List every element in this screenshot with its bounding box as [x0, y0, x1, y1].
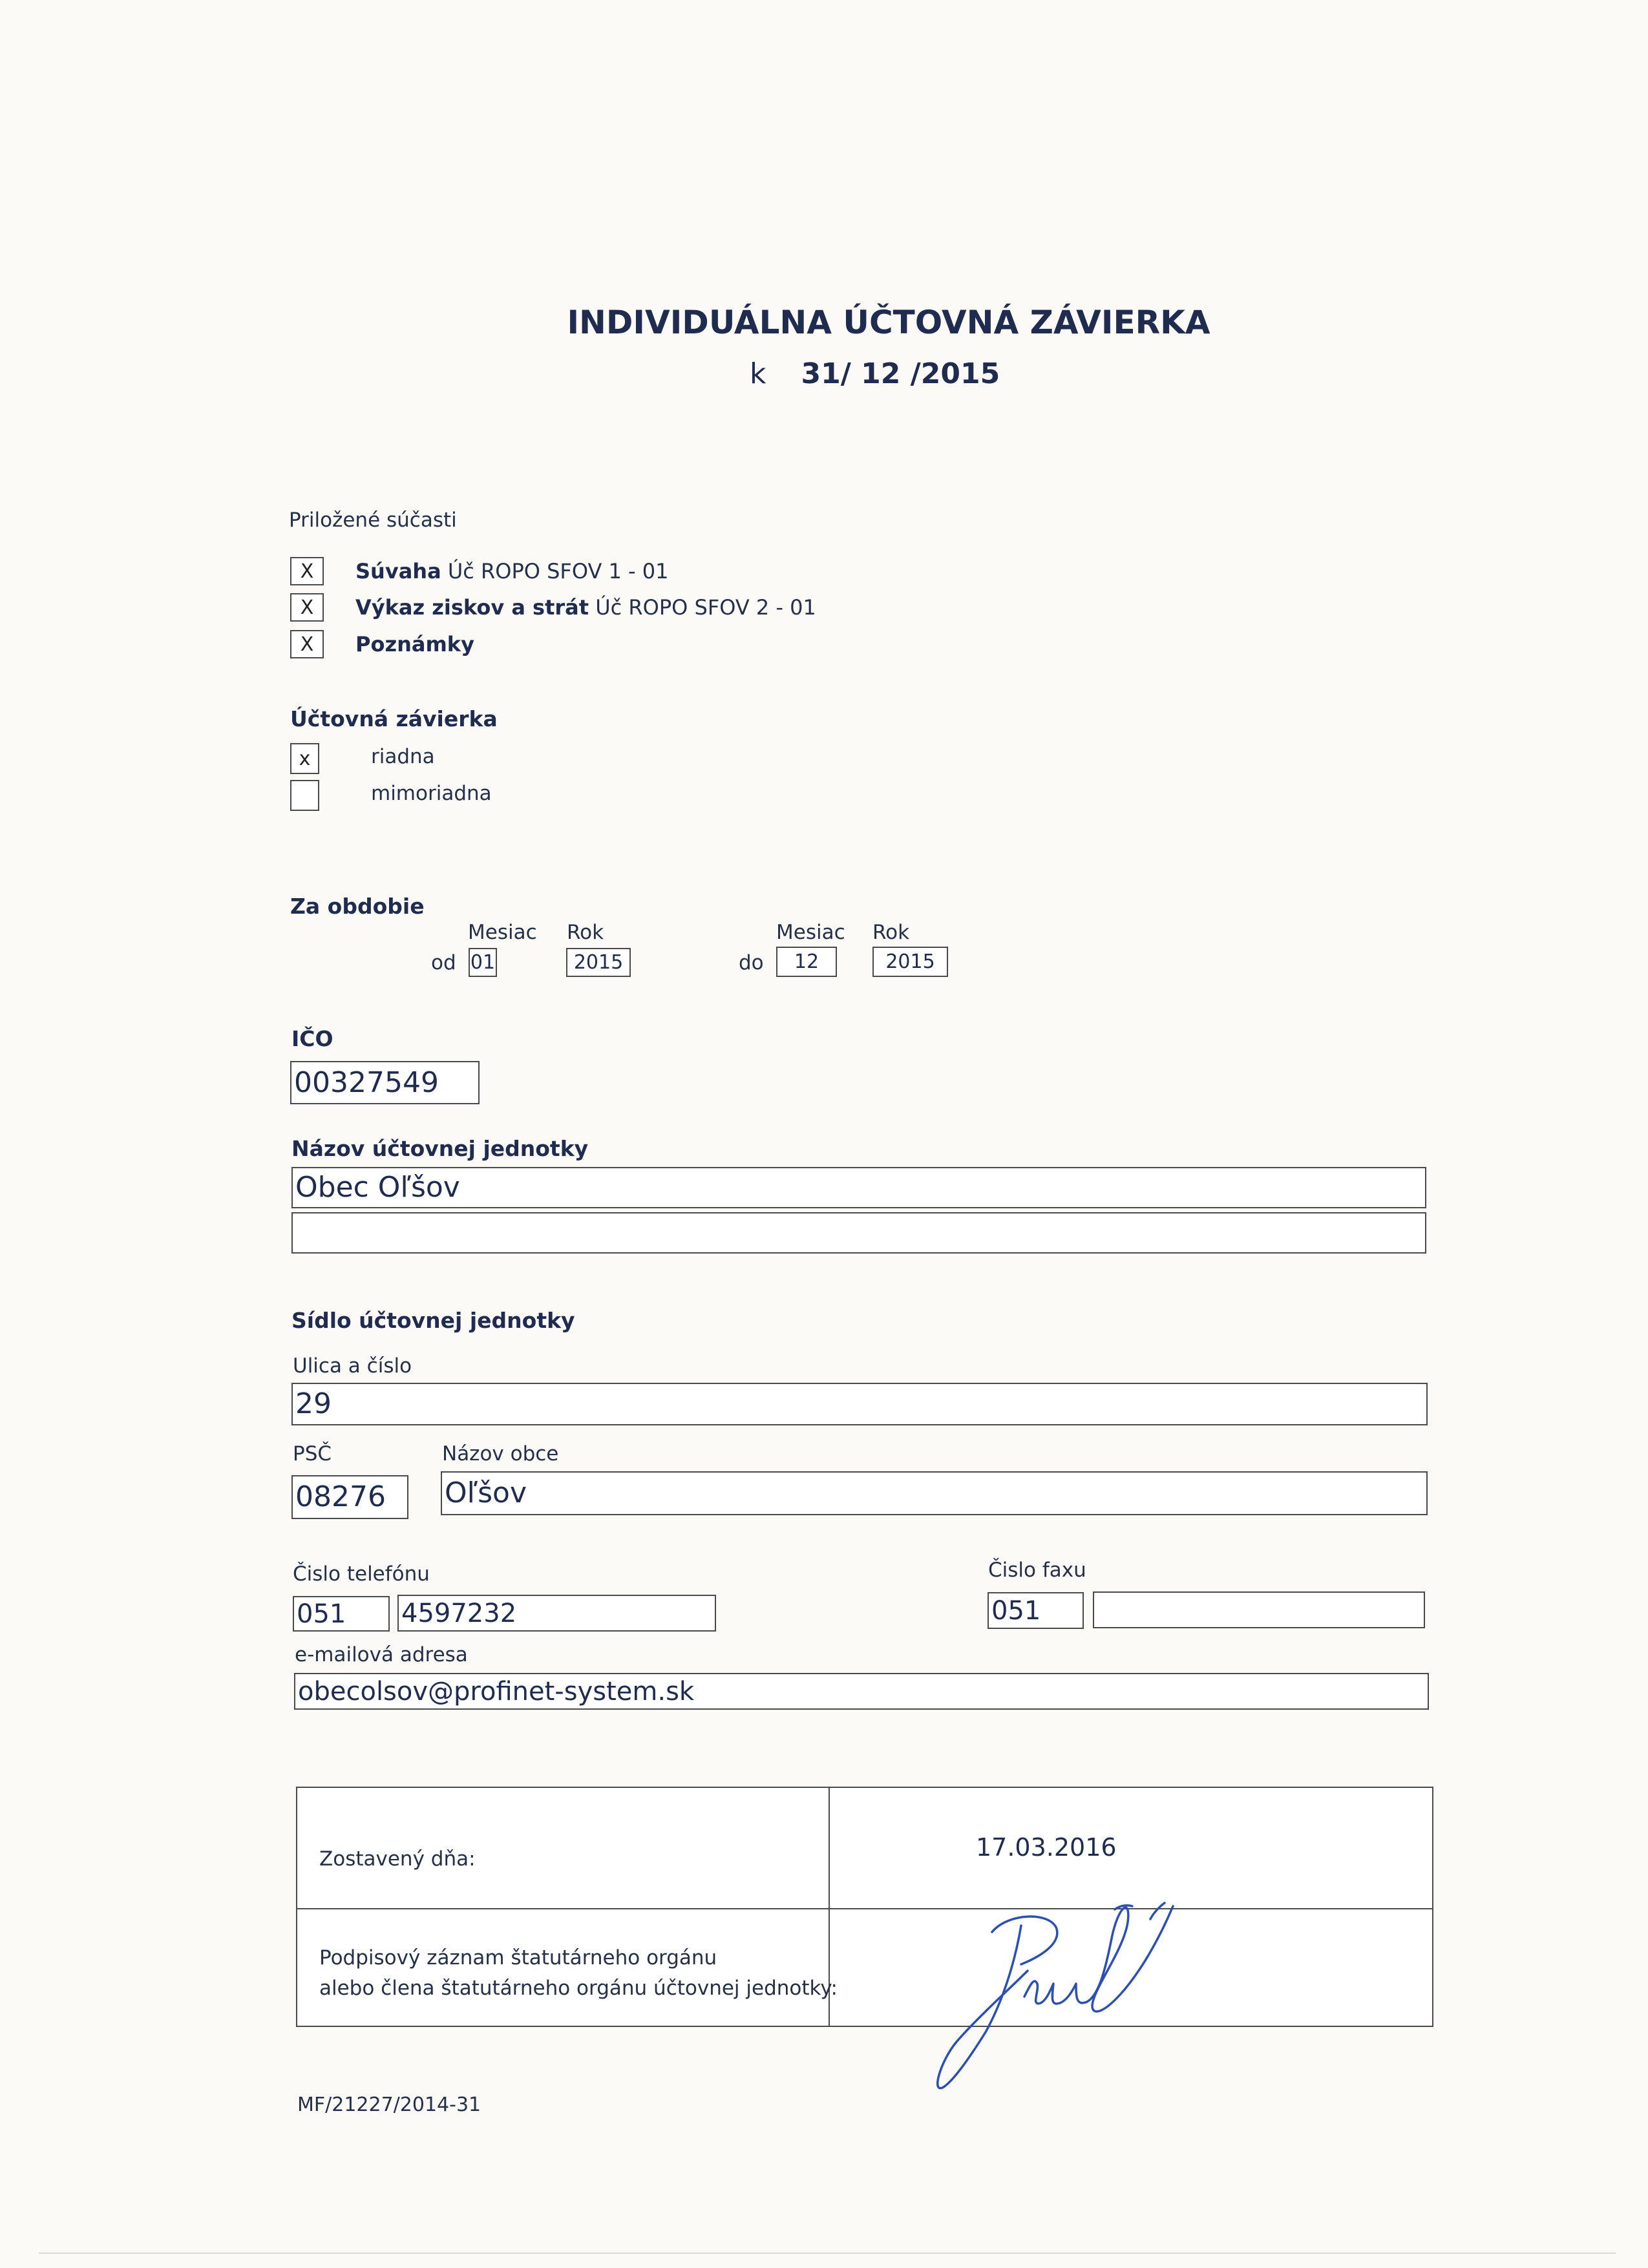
document-title: INDIVIDUÁLNA ÚČTOVNÁ ZÁVIERKA: [567, 304, 1210, 341]
seat-heading: Sídlo účtovnej jednotky: [291, 1308, 575, 1333]
closing-type-label-extraordinary: mimoriadna: [371, 782, 492, 805]
attachment-checkbox-vykaz[interactable]: X: [290, 593, 324, 622]
period-from-month-label: Mesiac: [468, 921, 537, 944]
unit-name-field-line2[interactable]: [291, 1212, 1426, 1254]
unit-name-field-line1[interactable]: Obec Oľšov: [291, 1167, 1426, 1208]
attachment-checkbox-suvaha[interactable]: X: [290, 557, 324, 585]
email-label: e-mailová adresa: [295, 1643, 468, 1666]
date-value: 31/ 12 /2015: [801, 357, 1000, 390]
ico-field[interactable]: 00327549: [290, 1061, 480, 1104]
fax-label: Čislo faxu: [988, 1559, 1086, 1582]
email-field[interactable]: obecolsov@profinet-system.sk: [294, 1673, 1429, 1710]
period-from-label: od: [431, 951, 456, 974]
attachment-item-vykaz: [355, 595, 816, 620]
period-to-month-label: Mesiac: [776, 921, 845, 944]
phone-number-field[interactable]: 4597232: [397, 1595, 716, 1632]
handwritten-signature: [918, 1893, 1189, 2113]
closing-type-heading: Účtovná závierka: [290, 706, 498, 731]
period-from-year-label: Rok: [567, 921, 604, 944]
city-label: Názov obce: [442, 1442, 559, 1465]
fax-number-field[interactable]: [1093, 1591, 1425, 1628]
period-from-year-field[interactable]: 2015: [566, 948, 631, 977]
attachment-item-bold: Výkaz ziskov a strát: [355, 595, 589, 620]
street-field[interactable]: 29: [291, 1383, 1428, 1425]
period-to-label: do: [739, 951, 764, 974]
period-to-year-field[interactable]: 2015: [872, 947, 948, 977]
closing-date: [750, 357, 1000, 390]
compiled-date-label: Zostavený dňa:: [319, 1847, 476, 1871]
phone-label: Čislo telefónu: [293, 1562, 430, 1586]
signature-table-divider-horizontal: [297, 1908, 1432, 1909]
period-to-year-label: Rok: [872, 921, 910, 944]
psc-field[interactable]: 08276: [291, 1475, 408, 1519]
psc-label: PSČ: [293, 1442, 332, 1465]
closing-type-checkbox-regular[interactable]: x: [290, 743, 319, 774]
period-from-month-field[interactable]: 01: [469, 948, 497, 977]
street-label: Ulica a číslo: [293, 1354, 412, 1378]
attachment-item-bold: Poznámky: [355, 632, 474, 656]
closing-type-checkbox-extraordinary[interactable]: [290, 780, 319, 811]
attachment-checkbox-poznamky[interactable]: X: [290, 630, 324, 658]
unit-name-label: Názov účtovnej jednotky: [291, 1136, 589, 1161]
bottom-rule: [39, 2252, 1616, 2254]
signature-table: [296, 1787, 1433, 2027]
signature-label-line1: Podpisový záznam štatutárneho orgánu: [319, 1946, 717, 1969]
attachment-item-suvaha: [355, 559, 668, 583]
attachment-item-bold: Súvaha: [355, 559, 441, 583]
city-field[interactable]: Oľšov: [441, 1471, 1428, 1515]
signature-label-line2: alebo člena štatutárneho orgánu účtovnej jednotky:: [319, 1977, 838, 2000]
period-heading: Za obdobie: [290, 894, 425, 919]
attachment-item-poznamky: [355, 632, 474, 656]
compiled-date-value: 17.03.2016: [976, 1833, 1117, 1862]
attachment-item-code: Úč ROPO SFOV 1 - 01: [447, 559, 669, 583]
form-code: MF/21227/2014-31: [297, 2094, 481, 2116]
attachment-item-code: Úč ROPO SFOV 2 - 01: [595, 595, 816, 620]
ico-label: IČO: [291, 1026, 333, 1051]
fax-prefix-field[interactable]: 051: [988, 1592, 1084, 1629]
period-to-month-field[interactable]: 12: [776, 947, 837, 977]
date-prefix: k: [750, 357, 766, 390]
attachments-heading: Priložené súčasti: [289, 509, 457, 532]
closing-type-label-regular: riadna: [371, 745, 435, 768]
phone-prefix-field[interactable]: 051: [293, 1596, 390, 1632]
